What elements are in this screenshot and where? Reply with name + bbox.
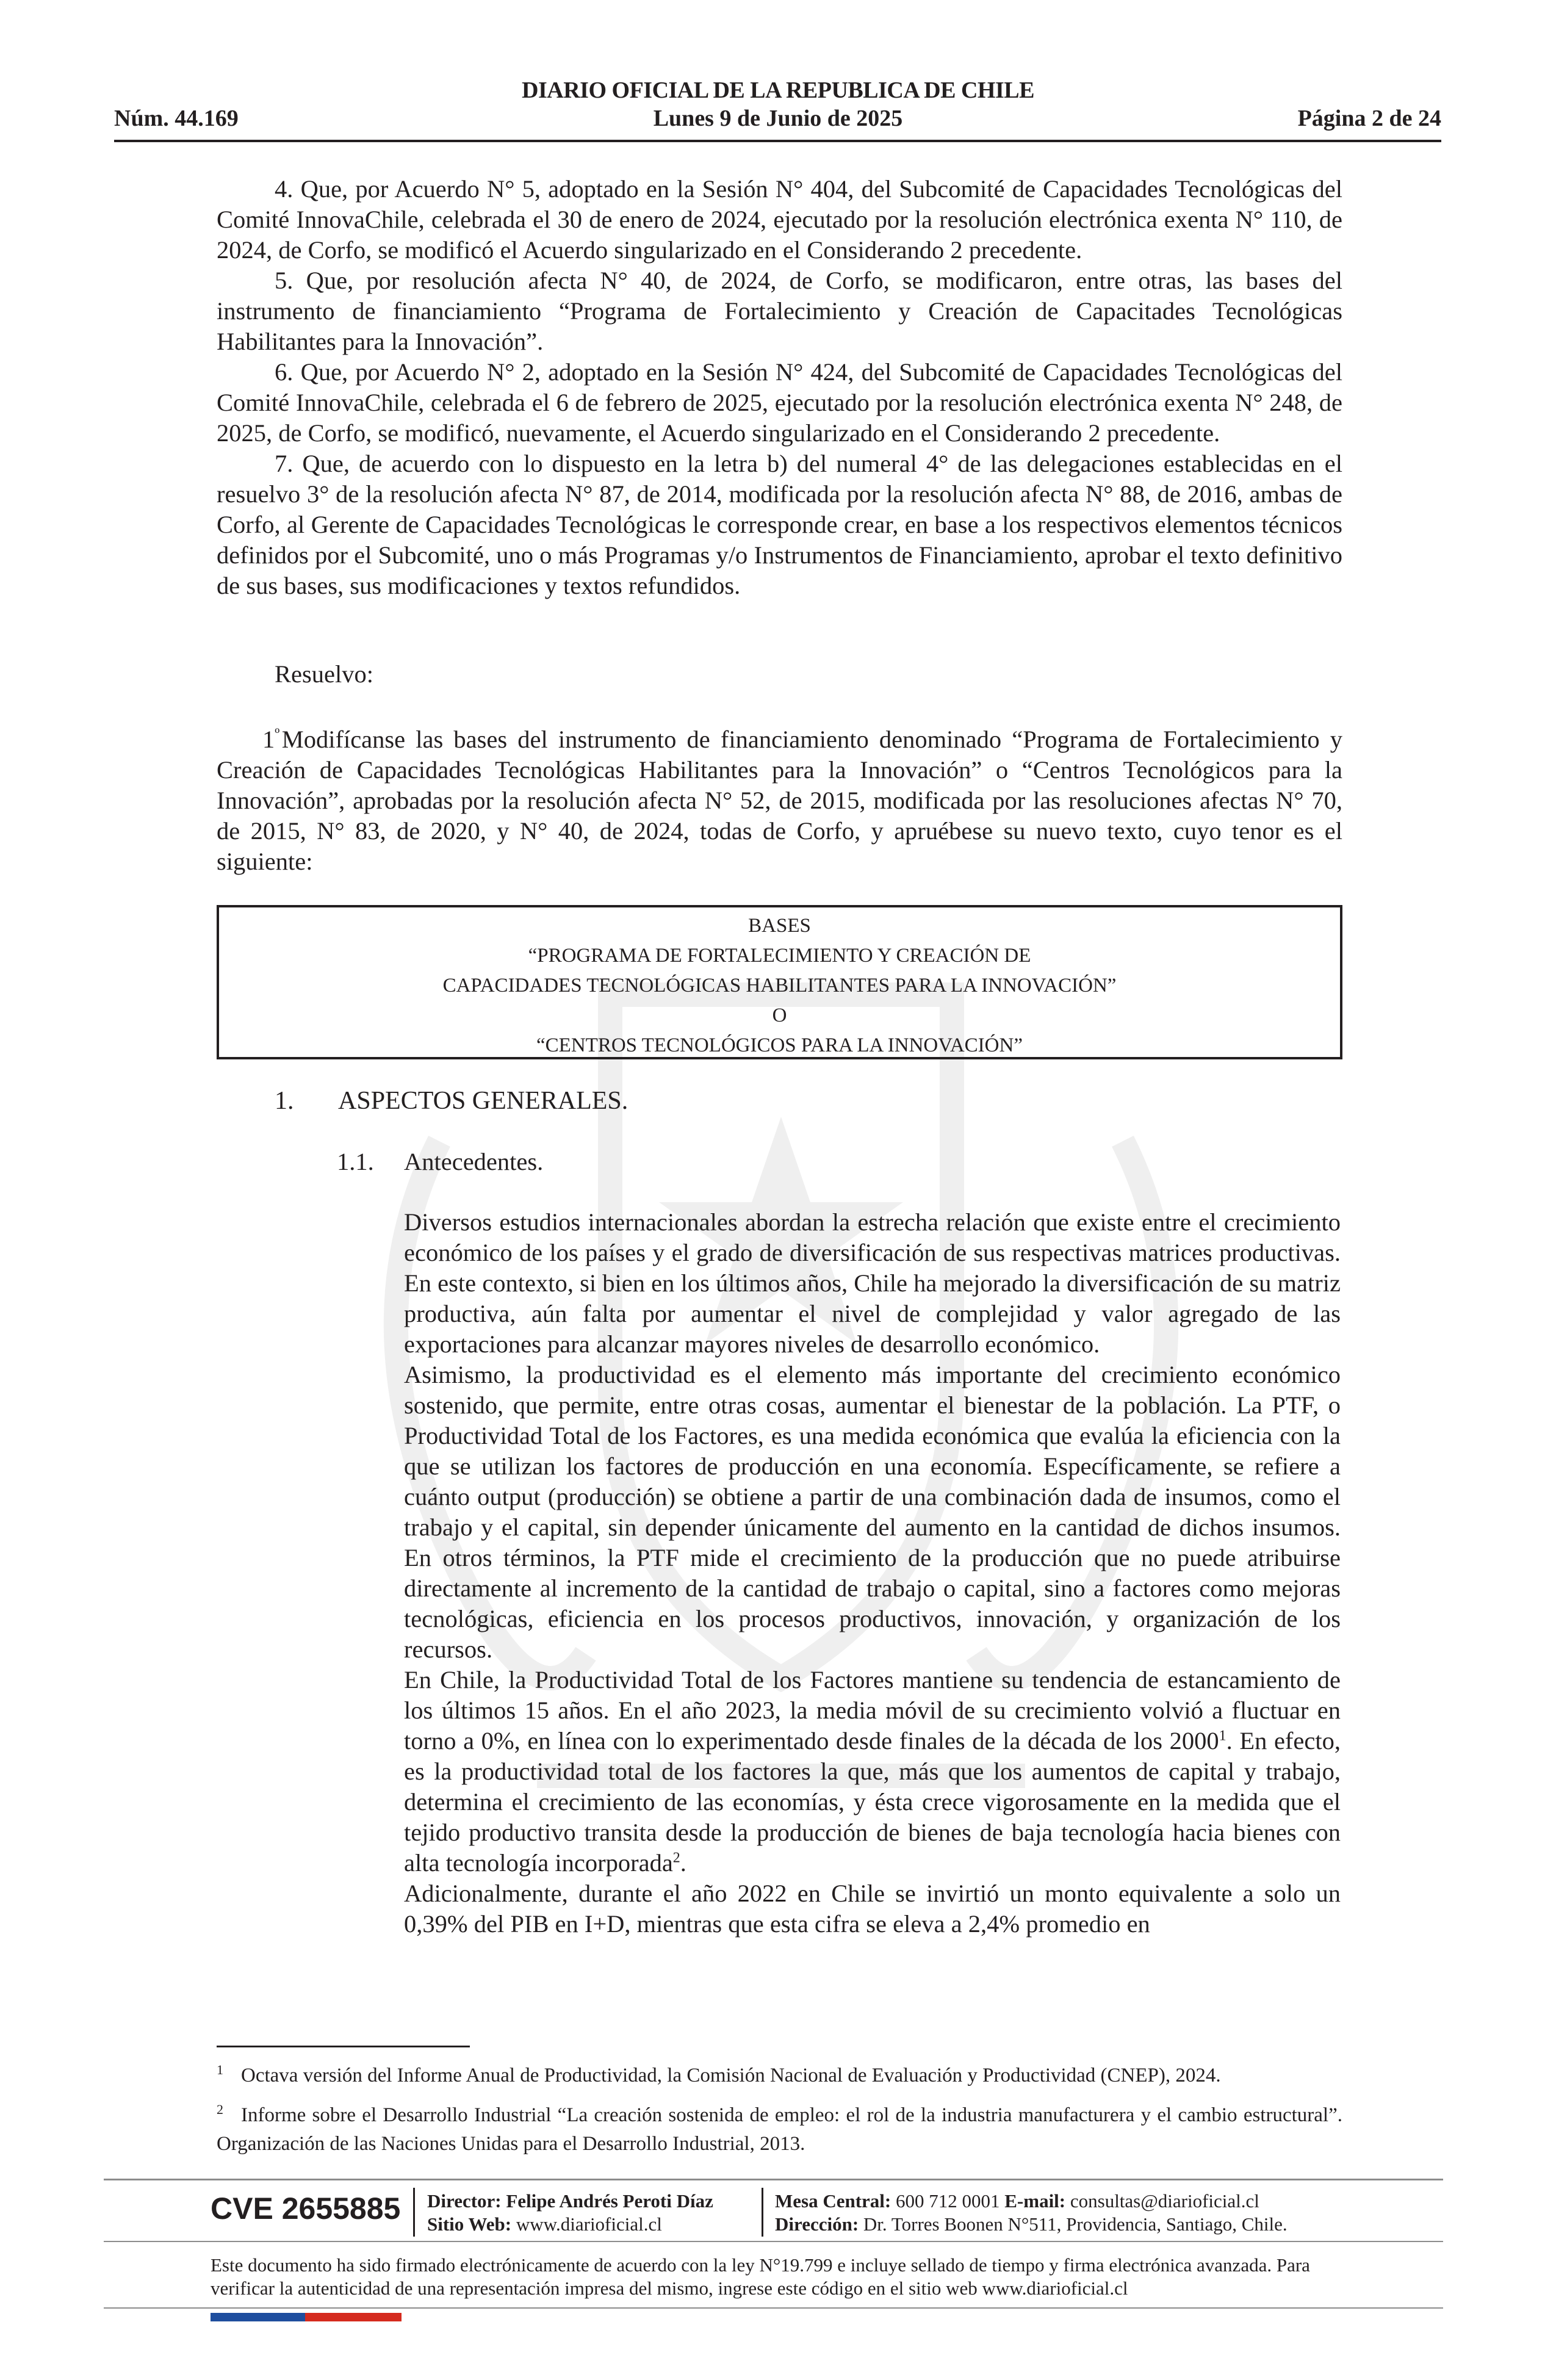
considerando-5: 5. Que, por resolución afecta N° 40, de 2024, de Corfo, se modificaron, entre otras, las bases del instrumento de financiamiento “Programa de Fortalecimiento y Creación de Capacitades Tecnológicas Habilitantes para la Innovación”. [217, 267, 1342, 355]
page-number: Página 2 de 24 [1297, 106, 1441, 131]
section-1-1-title: Antecedentes. [404, 1148, 544, 1175]
header-divider [114, 140, 1441, 142]
antecedentes-p3 [404, 1665, 1341, 1878]
resuelvo-heading: Resuelvo: [275, 660, 373, 688]
address-label: Dirección: [775, 2213, 859, 2235]
footer-mid-divider [104, 2241, 1443, 2242]
antecedentes-p3-part3: . [680, 1849, 686, 1877]
antecedentes-p3-part1: En Chile, la Productividad Total de los Factores mantiene su tendencia de estancamiento de los últimos 15 años. En el año 2023, la media móvil de su crecimiento volvió a fluctuar en torno a 0%, en línea con lo experimentado desde finales de la década de los 2000 [404, 1666, 1341, 1754]
footer-director-block [427, 2190, 713, 2236]
antecedentes-p1: Diversos estudios internacionales abordan la estrecha relación que existe entre el crecimiento económico de los países y el grado de diversificación de sus respectivas matrices productivas. En este contexto, si bien en los últimos años, Chile ha mejorado la diversificación de su matriz productiva, aún falta por aumentar el nivel de complejidad y valor agregado de las exportaciones para alcanzar mayores niveles de desarrollo económico. [404, 1208, 1341, 1358]
legal-notice: Este documento ha sido firmado electrónicamente de acuerdo con la ley N°19.799 e incluye sellado de tiempo y firma electrónica avanzada. Para verificar la autenticidad de una representación impresa del mismo, ingrese este código en el sitio web www.diarioficial.cl [211, 2254, 1310, 2299]
mesa-label: Mesa Central: [775, 2190, 891, 2212]
article-1-text [217, 719, 1342, 877]
resuelvo-block [217, 659, 1342, 690]
box-line-5: “CENTROS TECNOLÓGICOS PARA LA INNOVACIÓN” [536, 1034, 1023, 1056]
footnote-ref-1: 1 [1219, 1728, 1226, 1744]
box-line-2: “PROGRAMA DE FORTALECIMIENTO Y CREACIÓN DE [528, 945, 1031, 967]
box-line-3: CAPACIDADES TECNOLÓGICAS HABILITANTES PARA LA INNOVACIÓN” [442, 975, 1117, 997]
footnote-ref-2: 2 [672, 1850, 680, 1866]
web-link[interactable]: www.diarioficial.cl [516, 2213, 662, 2235]
section-1-1-heading [337, 1147, 543, 1176]
box-line-1: BASES [748, 915, 811, 937]
flag-stripe-red [305, 2313, 402, 2321]
article-1-body: Modifícanse las bases del instrumento de financiamiento denominado “Programa de Fortalecimiento y Creación de Capacidades Tecnológicas Habilitantes para la Innovación” o “Centros Tecnológicos para la Innovación”, aprobadas por la resolución afecta N° 52, de 2015, modificada por las resoluciones afectas N° 70, de 2015, N° 83, de 2020, y N° 40, de 2024, todas de Corfo, y apruébese su nuevo texto, cuyo tenor es el siguiente: [217, 726, 1342, 875]
director-name: Felipe Andrés Peroti Díaz [506, 2190, 713, 2212]
email-link[interactable]: consultas@diarioficial.cl [1070, 2190, 1259, 2212]
antecedentes-p2: Asimismo, la productividad es el elemento más importante del crecimiento económico sostenido, que permite, entre otras cosas, aumentar el bienestar de la población. La PTF, o Productividad Total de los Factores, es una medida económica que evalúa la eficiencia con la que se utilizan los factores de producción en una economía. Específicamente, se refiere a cuánto output (producción) se obtiene a partir de una combinación dada de insumos, como el trabajo y el capital, sin depender únicamente del aumento en la cantidad de dichos insumos. En otros términos, la PTF mide el crecimiento de la producción que no puede atribuirse directamente al incremento de la cantidad de trabajo o capital, sino a factores como mejoras tecnológicas, eficiencia en los procesos productivos, innovación, y organización de los recursos. [404, 1361, 1341, 1663]
issue-date: Lunes 9 de Junio de 2025 [653, 106, 903, 131]
considerando-4: 4. Que, por Acuerdo N° 5, adoptado en la Sesión N° 404, del Subcomité de Capacidades Tecnológicas del Comité InnovaChile, celebrada el 30 de enero de 2024, ejecutado por la resolución electrónica exenta N° 110, de 2024, de Corfo, se modificó el Acuerdo singularizado en el Considerando 2 precedente. [217, 175, 1342, 264]
footer-separator-1 [413, 2188, 415, 2237]
antecedentes-p3-part2: . En efecto, es la productividad total de los factores la que, más que los aumentos de capital y trabajo, determina el crecimiento de las economías, y ésta crece vigorosamente en la medida que el tejido productivo transita desde la producción de bienes de baja tecnología hacia bienes con alta tecnología incorporada [404, 1727, 1341, 1877]
footnote-1-mark: 1 [217, 2062, 223, 2077]
footnote-1 [217, 2055, 1342, 2090]
footer-top-divider [104, 2179, 1443, 2180]
footer-contact-block [775, 2190, 1288, 2236]
mesa-phone: 600 712 0001 [896, 2190, 1000, 2212]
section-1-1-number: 1.1. [337, 1148, 374, 1175]
email-label: E-mail: [1004, 2190, 1066, 2212]
footnotes [217, 2055, 1342, 2163]
flag-stripe-blue [211, 2313, 305, 2321]
issue-number: Núm. 44.169 [114, 106, 239, 131]
director-label: Director: [427, 2190, 502, 2212]
footnote-2 [217, 2095, 1342, 2158]
newspaper-title: DIARIO OFICIAL DE LA REPUBLICA DE CHILE [522, 78, 1034, 103]
address-text: Dr. Torres Boonen N°511, Providencia, Santiago, Chile. [863, 2213, 1288, 2235]
considerando-6: 6. Que, por Acuerdo N° 2, adoptado en la Sesión N° 424, del Subcomité de Capacidades Tecnológicas del Comité InnovaChile, celebrada el 6 de febrero de 2025, ejecutado por la resolución electrónica exenta N° 248, de 2025, de Corfo, se modificó, nuevamente, el Acuerdo singularizado en el Considerando 2 precedente. [217, 358, 1342, 447]
antecedentes-text [404, 1207, 1341, 1939]
footnote-2-text: Informe sobre el Desarrollo Industrial “La creación sostenida de empleo: el rol de la industria manufacturera y el cambio estructural”. Organización de las Naciones Unidas para el Desarrollo Industrial, 2013. [217, 2104, 1342, 2155]
box-line-4: O [772, 1004, 787, 1026]
considerandos [217, 174, 1342, 601]
footnote-divider [217, 2046, 470, 2047]
article-1-ordinal: º [275, 725, 280, 743]
footnote-1-text: Octava versión del Informe Anual de Productividad, la Comisión Nacional de Evaluación y Productividad (CNEP), 2024. [241, 2064, 1221, 2086]
antecedentes-p4: Adicionalmente, durante el año 2022 en Chile se invirtió un monto equivalente a solo un 0,39% del PIB en I+D, mientras que esta cifra se eleva a 2,4% promedio en [404, 1880, 1341, 1938]
bases-title-box [217, 905, 1342, 1059]
article-1-number: 1 [262, 726, 275, 753]
footer-separator-2 [762, 2188, 763, 2237]
considerando-7: 7. Que, de acuerdo con lo dispuesto en la letra b) del numeral 4° de las delegaciones establecidas en el resuelvo 3° de la resolución afecta N° 87, de 2014, modificada por la resolución afecta N° 88, de 2016, ambas de Corfo, al Gerente de Capacidades Tecnológicas le corresponde crear, en base a los respectivos elementos técnicos definidos por el Subcomité, uno o más Programas y/o Instrumentos de Financiamiento, aprobar el texto definitivo de sus bases, sus modificaciones y textos refundidos. [217, 450, 1342, 599]
section-1-title: ASPECTOS GENERALES. [338, 1087, 629, 1115]
section-1-heading [275, 1086, 628, 1116]
footnote-2-mark: 2 [217, 2102, 223, 2117]
footer-bottom-divider [104, 2307, 1443, 2309]
section-1-number: 1. [275, 1087, 294, 1115]
article-1 [217, 719, 1342, 877]
cve-code: CVE 2655885 [211, 2191, 401, 2226]
web-label: Sitio Web: [427, 2213, 512, 2235]
